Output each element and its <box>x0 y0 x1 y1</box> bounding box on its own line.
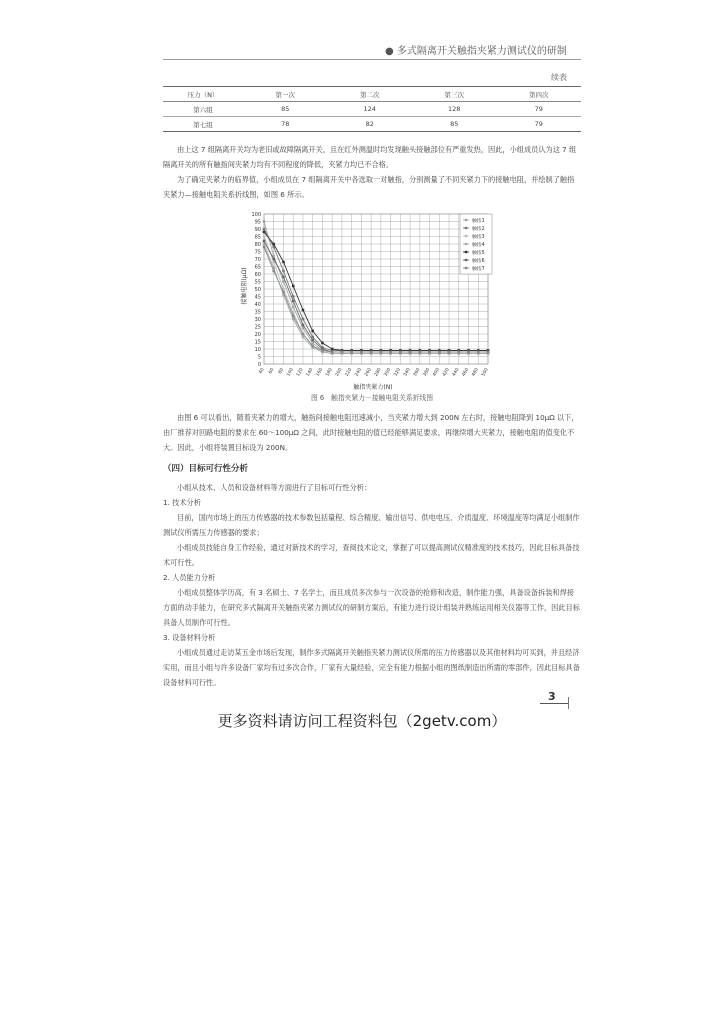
y-tick-label: 35 <box>254 309 261 316</box>
x-tick-label: 240 <box>354 367 364 378</box>
paragraph: 小组从技术、人员和设备材料等方面进行了目标可行性分析： <box>177 483 372 492</box>
legend-entry: 触指1 <box>472 218 485 224</box>
data-point <box>272 258 275 261</box>
x-tick-label: 100 <box>286 367 295 378</box>
table-header-cell: 第三次 <box>444 90 464 99</box>
table-header-cell: 第二次 <box>360 90 380 99</box>
table-continued-label: 续表 <box>551 73 567 82</box>
data-point <box>302 336 305 339</box>
x-tick-label: 360 <box>412 367 422 378</box>
table-cell: 78 <box>281 120 290 128</box>
legend-marker <box>465 259 467 261</box>
data-point <box>457 351 460 354</box>
legend-marker <box>465 267 467 269</box>
data-point <box>292 315 295 318</box>
y-tick-label: 50 <box>254 287 261 293</box>
x-tick-label: 200 <box>335 367 344 378</box>
y-tick-label: 40 <box>254 302 261 308</box>
data-point <box>477 351 480 354</box>
x-tick-label: 260 <box>364 367 373 378</box>
table-cell: 79 <box>534 105 543 113</box>
data-point <box>302 309 305 312</box>
data-point <box>311 345 314 348</box>
x-tick-label: 80 <box>278 367 286 375</box>
legend-entry: 触指4 <box>472 242 485 248</box>
x-tick-label: 420 <box>442 367 451 378</box>
paragraph: 目前，国内市场上的压力传感器的技术参数包括量程、综合精度、输出信号、供电电压、介质温度、环境温度等均满足小组制作测试仪所需压力传感器的要求； <box>163 513 580 537</box>
x-tick-label: 40 <box>258 367 266 375</box>
data-point <box>282 270 285 273</box>
data-point <box>292 300 295 303</box>
x-tick-label: 120 <box>296 367 305 378</box>
section-heading: （四）目标可行性分析 <box>163 464 249 474</box>
y-axis-label: 接触电阻(μΩ) <box>241 267 248 305</box>
data-point <box>263 231 266 234</box>
body-text-block-2 <box>163 410 581 455</box>
figure-caption: 图 6 触指夹紧力－接触电阻关系折线图 <box>310 394 434 402</box>
y-tick-label: 60 <box>254 272 261 278</box>
data-point <box>282 261 285 264</box>
data-point <box>311 339 314 342</box>
x-tick-label: 460 <box>461 367 471 378</box>
y-tick-label: 85 <box>254 234 261 241</box>
x-tick-label: 60 <box>268 367 276 375</box>
table-cell: 第六组 <box>193 105 213 114</box>
data-point <box>263 240 266 243</box>
y-tick-label: 90 <box>254 227 261 233</box>
data-point <box>389 351 392 354</box>
y-axis-ticks <box>251 212 261 368</box>
legend-entry: 触指6 <box>472 258 485 264</box>
x-tick-label: 180 <box>325 367 334 378</box>
data-point <box>467 351 470 354</box>
y-tick-label: 70 <box>254 257 261 263</box>
x-tick-label: 340 <box>403 367 412 378</box>
running-header: ● 多式隔离开关触指夹紧力测试仪的研制 <box>385 46 567 57</box>
x-tick-label: 500 <box>481 367 490 378</box>
table-cell: 82 <box>365 120 374 128</box>
section-body <box>163 480 581 690</box>
table-header-cell: 压力（N） <box>187 90 219 99</box>
data-point <box>331 351 334 354</box>
data-point <box>292 285 295 288</box>
x-tick-label: 380 <box>422 367 432 378</box>
data-point <box>360 351 363 354</box>
table-header-cell: 第四次 <box>529 90 549 99</box>
table-header-cell: 第一次 <box>275 90 295 99</box>
x-tick-label: 220 <box>344 367 354 378</box>
data-point <box>311 330 314 333</box>
table-cell: 79 <box>534 120 543 128</box>
paragraph: 小组成员技能自身工作经验，通过对新技术的学习，查阅技术论文，掌握了可以提高测试仪精准度的技术技巧，因此目标具备技术可行性。 <box>163 543 580 567</box>
data-point <box>321 342 324 345</box>
page-number-rule <box>540 703 568 704</box>
data-point <box>311 342 314 345</box>
legend-marker <box>465 243 467 245</box>
paragraph: 为了确定夹紧力的临界值，小组成员在 7 组隔离开关中各选取一对触指，分别测量了不同夹紧力下的接触电阻，并绘制了触指夹紧力—接触电阻关系折线图，如图 6 所示。 <box>163 175 575 199</box>
data-point <box>272 270 275 273</box>
data-point <box>292 306 295 309</box>
data-point <box>341 351 344 354</box>
x-axis-label: 触指夹紧力(N) <box>353 384 393 391</box>
x-tick-label: 400 <box>432 367 442 378</box>
legend-entry: 触指2 <box>472 226 485 232</box>
legend-marker <box>465 227 467 229</box>
y-tick-label: 95 <box>254 219 261 226</box>
data-point <box>263 228 266 231</box>
y-tick-label: 65 <box>254 264 261 271</box>
x-tick-label: 140 <box>305 367 315 378</box>
legend-entry: 触指3 <box>472 234 485 240</box>
y-tick-label: 5 <box>257 354 261 361</box>
table-cell: 124 <box>363 105 376 113</box>
footer-promo-text: 更多资料请访问工程资料包（2getv.com） <box>217 712 507 730</box>
legend-entry: 触指5 <box>472 250 485 256</box>
legend-entry: 触指7 <box>472 266 485 272</box>
table-cell: 85 <box>281 105 290 113</box>
paragraph: 小组成员整体学历高，有 3 名硕士、7 名学士，而且成员多次参与一次设备的抢修和改造，制作能力强，具备设备拆装和焊接方面的动手能力，在研究多式隔离开关触指夹紧力测试仪的研制方案后，有能力进行设计组装并熟练运用相关仪器等工作，因此目标具备人员制作可行性。 <box>163 588 580 627</box>
y-tick-label: 80 <box>254 242 261 248</box>
continued-table <box>163 86 581 132</box>
y-tick-label: 75 <box>254 249 261 256</box>
resistance-line-chart <box>238 206 500 392</box>
data-point <box>321 349 324 352</box>
y-tick-label: 25 <box>254 324 261 331</box>
data-point <box>302 318 305 321</box>
table-cell: 85 <box>450 120 459 128</box>
x-tick-label: 160 <box>315 367 325 378</box>
y-tick-label: 15 <box>254 339 261 346</box>
data-point <box>409 351 412 354</box>
paragraph: 由上这 7 组隔离开关均为老旧或故障隔离开关，且在红外测温时均发现触头接触部位有严重发热，因此，小组成员认为这 7 组隔离开关的所有触指间夹紧力均有不同程度的降低，夹紧力均已不合格。 <box>163 145 577 169</box>
y-tick-label: 100 <box>251 212 261 218</box>
page-number: 3 <box>548 690 556 703</box>
y-tick-label: 0 <box>257 362 261 368</box>
legend-marker <box>465 235 467 237</box>
legend-marker <box>465 251 467 253</box>
x-tick-label: 300 <box>383 367 393 378</box>
data-point <box>350 351 353 354</box>
data-point <box>487 351 490 354</box>
data-point <box>292 295 295 298</box>
legend-marker <box>465 219 467 221</box>
x-axis-ticks <box>258 367 490 378</box>
subsection-title: 2. 人员能力分析 <box>163 573 216 582</box>
table-cell: 第七组 <box>193 120 213 129</box>
data-point <box>282 276 285 279</box>
data-point <box>263 246 266 249</box>
data-point <box>302 333 305 336</box>
x-tick-label: 280 <box>373 367 383 378</box>
data-point <box>263 220 266 223</box>
body-text-block-1 <box>163 142 581 202</box>
data-point <box>448 351 451 354</box>
table-row <box>163 117 581 132</box>
y-tick-label: 45 <box>254 294 261 301</box>
data-point <box>331 348 334 351</box>
y-tick-label: 10 <box>254 347 261 353</box>
x-tick-label: 480 <box>471 367 480 378</box>
page-number-side-rule <box>568 697 569 709</box>
data-point <box>282 291 285 294</box>
table-row <box>163 102 581 117</box>
data-point <box>370 351 373 354</box>
data-point <box>302 324 305 327</box>
data-point <box>380 351 383 354</box>
data-point <box>272 243 275 246</box>
y-tick-label: 20 <box>254 332 261 338</box>
data-point <box>263 235 266 238</box>
subsection-title: 1. 技术分析 <box>163 498 201 507</box>
paragraph: 由图 6 可以看出，随着夹紧力的增大，触指间接触电阻迅速减小，当夹紧力增大到 200N 左右时，接触电阻降到 10μΩ 以下，由厂推荐对回路电阻的要求在 60～100μΩ 之间，此时接触电阻的值已经能够满足要求，再继续增大夹紧力，接触电阻的值变化不大。因此，小组将装置目标设为 200N。 <box>163 413 579 452</box>
data-point <box>438 351 441 354</box>
chart-grid <box>264 214 488 364</box>
data-point <box>419 351 422 354</box>
header-rule <box>163 59 581 60</box>
chart-legend <box>460 214 492 274</box>
data-point <box>428 351 431 354</box>
x-tick-label: 440 <box>451 367 461 378</box>
paragraph: 小组成员通过走访某五金市场后发现，制作多式隔离开关触指夹紧力测试仪所需的压力传感器以及其他材料均可买到，并且经济实用，而且小组与许多设备厂家均有过多次合作，厂家有大量经验，完全有能力根据小组的图纸制造出所需的零部件，因此目标具备设备材料可行性。 <box>163 648 580 687</box>
data-point <box>282 280 285 283</box>
subsection-title: 3. 设备材料分析 <box>163 633 216 642</box>
table-header-row <box>163 87 581 102</box>
data-point <box>399 351 402 354</box>
y-tick-label: 55 <box>254 279 261 286</box>
y-tick-label: 30 <box>254 317 261 323</box>
x-tick-label: 320 <box>393 367 403 378</box>
table-cell: 128 <box>448 105 461 113</box>
